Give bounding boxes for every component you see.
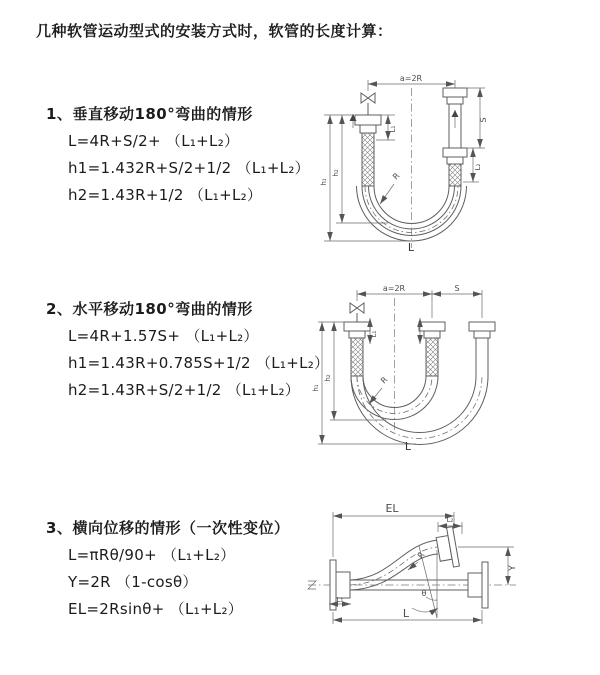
section-3-heading	[46, 518, 289, 538]
section-1-formulas	[68, 132, 310, 205]
page-title: 几种软管运动型式的安装方式时，软管的长度计算：	[36, 22, 393, 40]
diagram-horizontal-move-180	[308, 282, 600, 452]
valve-icon	[361, 93, 375, 115]
section-heading-text: 横向位移的情形（一次性变位）	[72, 519, 290, 537]
section-1	[46, 104, 310, 205]
formula-line: h2=1.43R+S/2+1/2 （L₁+L₂）	[68, 381, 301, 399]
formula-line: L=πRθ/90+ （L₁+L₂）	[68, 546, 236, 564]
section-2	[46, 299, 329, 400]
hose-centerline-curve	[350, 547, 438, 585]
radius-label: R	[391, 171, 402, 182]
formula-line: h2=1.43R+1/2 （L₁+L₂）	[68, 186, 263, 204]
section-2-formulas	[68, 327, 329, 400]
right-pipe-fitting	[469, 322, 495, 376]
dim-label-h2: h₂	[324, 374, 332, 382]
braided-hose	[426, 338, 438, 376]
braided-hose	[449, 164, 461, 186]
dim-label-s: S	[454, 284, 460, 293]
dim-label-l1: L₁	[370, 330, 378, 338]
length-label: L	[402, 607, 410, 620]
radius-label: R	[379, 375, 390, 386]
upper-flange	[435, 527, 460, 570]
dim-label-a2r: a=2R	[382, 284, 406, 293]
dim-a2r-s	[357, 290, 482, 318]
right-pipe-fitting	[443, 88, 467, 186]
braided-hose	[362, 133, 374, 186]
dim-label-a2r: a=2R	[399, 74, 423, 83]
section-heading-text: 垂直移动180°弯曲的情形	[72, 105, 253, 123]
formula-line: h1=1.432R+S/2+1/2 （L₁+L₂）	[68, 159, 310, 177]
angle-label: θ	[421, 589, 427, 598]
diagram-lateral-displacement	[300, 500, 540, 642]
radius-label: R	[415, 550, 427, 561]
section-number: 3、	[46, 519, 73, 537]
radius-leader-arrow	[380, 184, 394, 204]
dim-label-h1: h₁	[320, 178, 328, 186]
dim-label-h1: h₁	[312, 384, 320, 392]
formula-line: EL=2Rsinθ+ （L₁+L₂）	[68, 600, 244, 618]
dim-h	[318, 322, 416, 444]
middle-pipe-fitting	[419, 322, 445, 376]
valve-icon	[350, 303, 364, 322]
formula-line: h1=1.43R+0.785S+1/2 （L₁+L₂）	[68, 354, 330, 372]
section-3	[46, 518, 289, 619]
dim-label-l1: L₁	[389, 125, 397, 133]
length-label: L	[407, 241, 415, 254]
left-pipe-fitting	[355, 115, 381, 186]
hose-u-bend-position2	[351, 376, 488, 445]
dim-label-h2: h₂	[332, 169, 340, 177]
dim-label-el: EL	[385, 502, 399, 515]
section-1-heading	[46, 104, 310, 124]
section-heading-text: 水平移动180°弯曲的情形	[72, 300, 253, 318]
section-number: 1、	[46, 105, 73, 123]
section-number: 2、	[46, 300, 73, 318]
left-pipe-fitting	[344, 322, 370, 376]
dim-el	[333, 512, 454, 557]
formula-line: L=4R+1.57S+ （L₁+L₂）	[68, 327, 259, 345]
formula-line: L=4R+S/2+ （L₁+L₂）	[68, 132, 240, 150]
length-label: L	[404, 440, 412, 452]
dim-label-s: S	[479, 117, 488, 123]
dim-label-y: Y	[508, 565, 518, 571]
right-flange	[468, 562, 488, 608]
braided-hose	[351, 338, 363, 376]
hose-displaced-position	[350, 540, 438, 590]
section-3-formulas	[68, 546, 289, 619]
dim-label-l2: L₂	[474, 163, 482, 171]
dim-label-l2: L₂	[446, 516, 454, 524]
formula-line: Y=2R （1-cosθ）	[68, 573, 198, 591]
diagram-vertical-move-180	[310, 70, 590, 254]
dim-label-l1: L₁	[336, 596, 344, 604]
section-2-heading	[46, 299, 329, 319]
